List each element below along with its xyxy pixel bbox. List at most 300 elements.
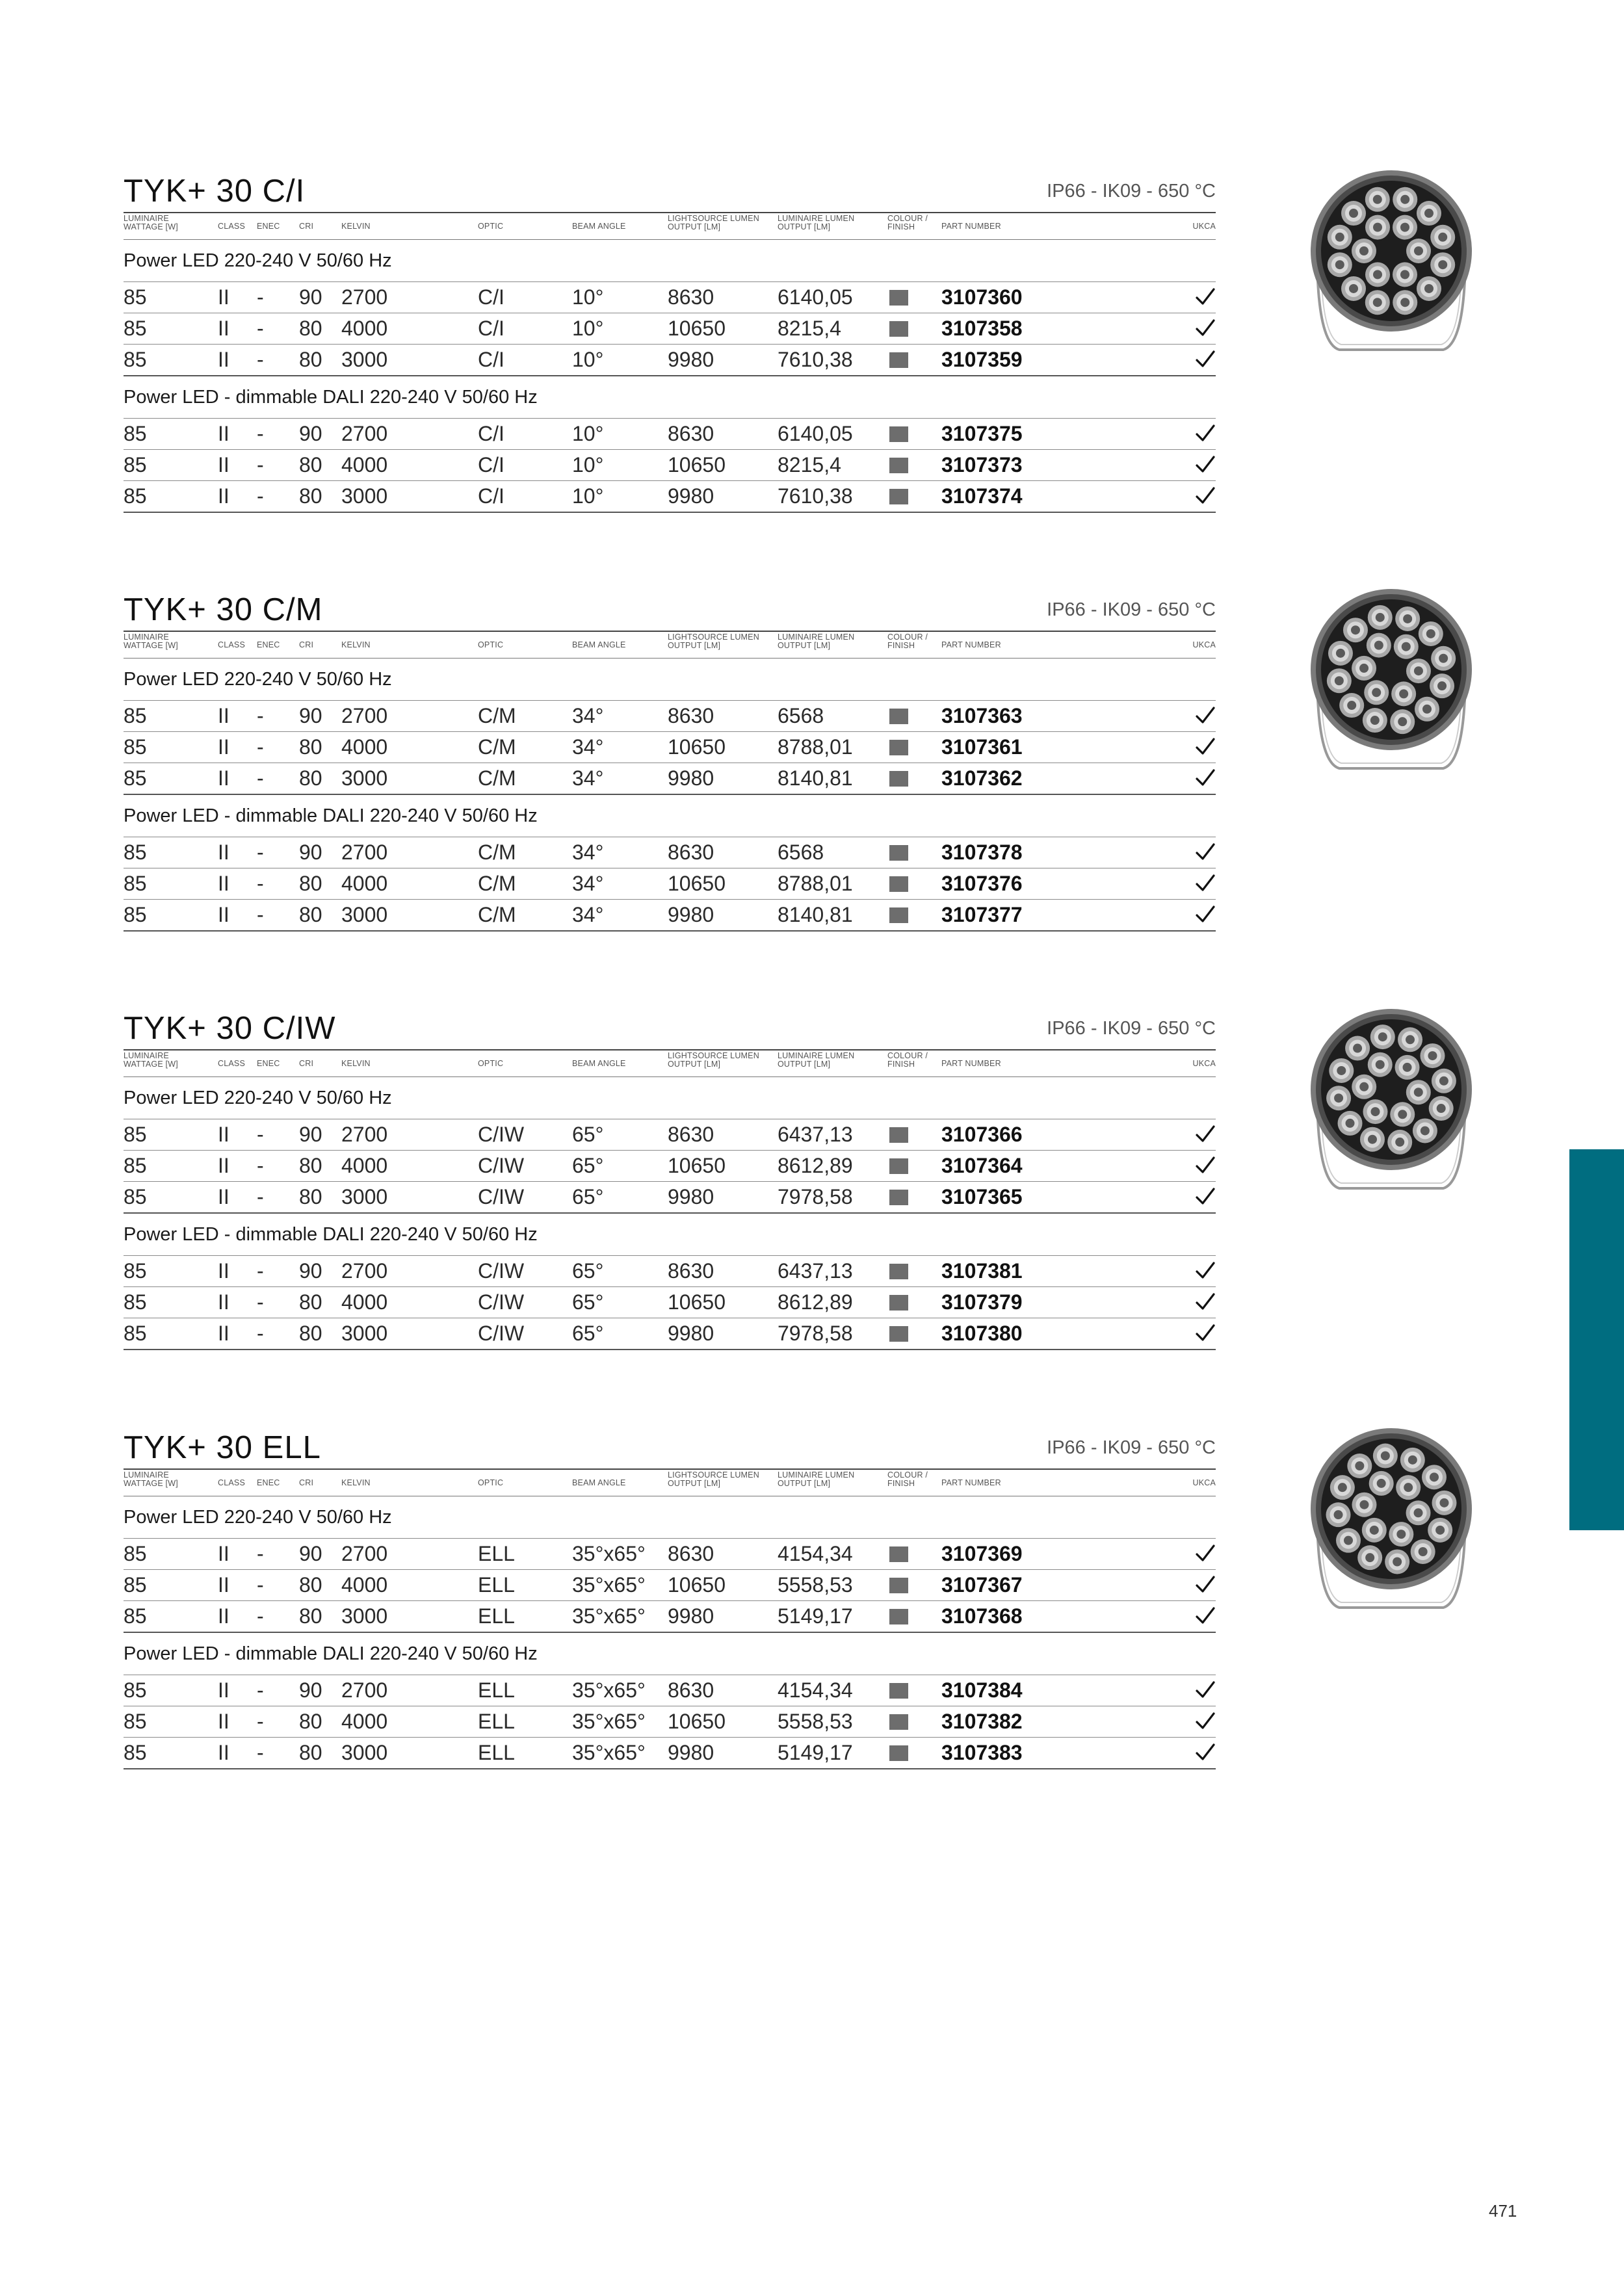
cell-ls-lumen: 9980 xyxy=(668,484,714,508)
cell-ls-lumen: 10650 xyxy=(668,872,726,895)
cell-cri: 80 xyxy=(299,1154,322,1177)
cell-kelvin: 2700 xyxy=(341,1542,388,1565)
cell-wattage: 85 xyxy=(124,766,147,790)
cell-class: II xyxy=(218,453,229,476)
cell-beam: 34° xyxy=(572,872,604,895)
cell-enec: - xyxy=(257,1154,264,1177)
column-header: KELVIN xyxy=(341,1059,371,1068)
cell-class: II xyxy=(218,1154,229,1177)
cell-optic: C/I xyxy=(478,453,504,476)
colour-finish-swatch xyxy=(889,771,908,787)
cell-beam: 35°x65° xyxy=(572,1573,646,1597)
colour-finish-swatch xyxy=(889,1745,908,1761)
cell-lum-lumen: 7978,58 xyxy=(778,1185,853,1208)
cell-lum-lumen: 8140,81 xyxy=(778,766,853,790)
cell-enec: - xyxy=(257,1185,264,1208)
product-lamp-image xyxy=(1300,586,1482,781)
column-header: BEAM ANGLE xyxy=(572,640,626,649)
column-header: OPTIC xyxy=(478,1478,504,1487)
cell-ls-lumen: 10650 xyxy=(668,735,726,759)
cell-lum-lumen: 7610,38 xyxy=(778,348,853,371)
column-header: UKCA xyxy=(1192,1059,1216,1068)
part-number: 3107368 xyxy=(941,1604,1023,1628)
cell-ls-lumen: 9980 xyxy=(668,1185,714,1208)
cell-cri: 90 xyxy=(299,1542,322,1565)
cell-beam: 35°x65° xyxy=(572,1604,646,1628)
cell-enec: - xyxy=(257,484,264,508)
cell-optic: C/IW xyxy=(478,1185,525,1208)
part-number: 3107381 xyxy=(941,1259,1023,1283)
cell-lum-lumen: 8215,4 xyxy=(778,453,841,476)
colour-finish-swatch xyxy=(889,321,908,337)
column-header: LUMINAIRE WATTAGE [W] xyxy=(124,1051,178,1069)
colour-finish-swatch xyxy=(889,1158,908,1174)
ukca-check-icon xyxy=(1195,1322,1216,1343)
cell-ls-lumen: 8630 xyxy=(668,704,714,727)
part-number: 3107365 xyxy=(941,1185,1023,1208)
cell-beam: 10° xyxy=(572,285,604,309)
cell-optic: C/M xyxy=(478,872,516,895)
cell-ls-lumen: 8630 xyxy=(668,1542,714,1565)
cell-class: II xyxy=(218,1542,229,1565)
cell-beam: 10° xyxy=(572,348,604,371)
group-title: Power LED - dimmable DALI 220-240 V 50/60 Hz xyxy=(124,1643,538,1664)
cell-kelvin: 4000 xyxy=(341,453,388,476)
colour-finish-swatch xyxy=(889,1190,908,1205)
column-header: CLASS xyxy=(218,1478,245,1487)
cell-enec: - xyxy=(257,1259,264,1283)
cell-kelvin: 4000 xyxy=(341,872,388,895)
cell-class: II xyxy=(218,484,229,508)
section-rating: IP66 - IK09 - 650 °C xyxy=(1047,1018,1216,1039)
cell-cri: 80 xyxy=(299,453,322,476)
cell-ls-lumen: 9980 xyxy=(668,1322,714,1345)
table-header-row xyxy=(124,1049,1216,1077)
cell-beam: 35°x65° xyxy=(572,1710,646,1733)
cell-cri: 80 xyxy=(299,1604,322,1628)
part-number: 3107376 xyxy=(941,872,1023,895)
cell-optic: C/I xyxy=(478,317,504,340)
ukca-check-icon xyxy=(1195,705,1216,725)
cell-optic: C/M xyxy=(478,903,516,926)
group-title: Power LED - dimmable DALI 220-240 V 50/60 Hz xyxy=(124,1224,538,1245)
group-title: Power LED - dimmable DALI 220-240 V 50/60 Hz xyxy=(124,387,538,408)
column-header: KELVIN xyxy=(341,640,371,649)
column-header: BEAM ANGLE xyxy=(572,1059,626,1068)
cell-enec: - xyxy=(257,704,264,727)
table-header-row xyxy=(124,631,1216,659)
column-header: KELVIN xyxy=(341,222,371,231)
ukca-check-icon xyxy=(1195,872,1216,893)
cell-cri: 80 xyxy=(299,735,322,759)
cell-ls-lumen: 9980 xyxy=(668,1741,714,1764)
cell-kelvin: 3000 xyxy=(341,766,388,790)
cell-enec: - xyxy=(257,1741,264,1764)
cell-enec: - xyxy=(257,841,264,864)
cell-cri: 80 xyxy=(299,1573,322,1597)
cell-lum-lumen: 6568 xyxy=(778,841,824,864)
ukca-check-icon xyxy=(1195,1742,1216,1762)
column-header: COLOUR / FINISH xyxy=(887,633,928,650)
cell-optic: C/IW xyxy=(478,1123,525,1146)
table-row xyxy=(124,418,1216,449)
column-header: CRI xyxy=(299,640,314,649)
cell-class: II xyxy=(218,348,229,371)
chapter-side-tab xyxy=(1569,1149,1624,1530)
part-number: 3107382 xyxy=(941,1710,1023,1733)
cell-wattage: 85 xyxy=(124,422,147,445)
cell-kelvin: 3000 xyxy=(341,1185,388,1208)
cell-wattage: 85 xyxy=(124,1322,147,1345)
column-header: LUMINAIRE WATTAGE [W] xyxy=(124,1470,178,1488)
cell-optic: C/I xyxy=(478,422,504,445)
cell-ls-lumen: 8630 xyxy=(668,1259,714,1283)
ukca-check-icon xyxy=(1195,317,1216,338)
cell-optic: C/IW xyxy=(478,1322,525,1345)
part-number: 3107359 xyxy=(941,348,1023,371)
cell-lum-lumen: 8140,81 xyxy=(778,903,853,926)
cell-ls-lumen: 8630 xyxy=(668,841,714,864)
cell-beam: 65° xyxy=(572,1154,604,1177)
cell-wattage: 85 xyxy=(124,704,147,727)
cell-class: II xyxy=(218,1741,229,1764)
column-header: LUMINAIRE LUMEN OUTPUT [LM] xyxy=(778,1470,855,1488)
cell-ls-lumen: 10650 xyxy=(668,453,726,476)
part-number: 3107360 xyxy=(941,285,1023,309)
cell-cri: 80 xyxy=(299,766,322,790)
column-header: LIGHTSOURCE LUMEN OUTPUT [LM] xyxy=(668,214,759,231)
section-header xyxy=(124,170,1216,212)
cell-kelvin: 3000 xyxy=(341,484,388,508)
cell-cri: 80 xyxy=(299,1322,322,1345)
column-header: BEAM ANGLE xyxy=(572,1478,626,1487)
cell-optic: ELL xyxy=(478,1741,515,1764)
ukca-check-icon xyxy=(1195,485,1216,506)
part-number: 3107374 xyxy=(941,484,1023,508)
part-number: 3107361 xyxy=(941,735,1023,759)
cell-optic: C/I xyxy=(478,348,504,371)
cell-beam: 10° xyxy=(572,453,604,476)
cell-enec: - xyxy=(257,1542,264,1565)
cell-beam: 10° xyxy=(572,422,604,445)
column-header: COLOUR / FINISH xyxy=(887,1051,928,1069)
cell-optic: ELL xyxy=(478,1573,515,1597)
ukca-check-icon xyxy=(1195,454,1216,475)
part-number: 3107384 xyxy=(941,1678,1023,1702)
part-number: 3107373 xyxy=(941,453,1023,476)
cell-lum-lumen: 7978,58 xyxy=(778,1322,853,1345)
ukca-check-icon xyxy=(1195,841,1216,862)
cell-cri: 80 xyxy=(299,903,322,926)
part-number: 3107380 xyxy=(941,1322,1023,1345)
cell-beam: 34° xyxy=(572,704,604,727)
cell-wattage: 85 xyxy=(124,903,147,926)
cell-beam: 34° xyxy=(572,766,604,790)
cell-class: II xyxy=(218,1678,229,1702)
table-row xyxy=(124,1286,1216,1318)
column-header: UKCA xyxy=(1192,640,1216,649)
ukca-check-icon xyxy=(1195,1155,1216,1175)
cell-kelvin: 2700 xyxy=(341,285,388,309)
cell-class: II xyxy=(218,1322,229,1345)
cell-wattage: 85 xyxy=(124,1710,147,1733)
cell-kelvin: 3000 xyxy=(341,348,388,371)
ukca-check-icon xyxy=(1195,1291,1216,1312)
table-row xyxy=(124,731,1216,763)
cell-cri: 80 xyxy=(299,1710,322,1733)
cell-optic: ELL xyxy=(478,1678,515,1702)
cell-wattage: 85 xyxy=(124,1123,147,1146)
cell-kelvin: 4000 xyxy=(341,1154,388,1177)
product-section xyxy=(124,1427,1216,1769)
group-title: Power LED 220-240 V 50/60 Hz xyxy=(124,250,392,271)
cell-ls-lumen: 10650 xyxy=(668,1710,726,1733)
cell-class: II xyxy=(218,1573,229,1597)
ukca-check-icon xyxy=(1195,1260,1216,1281)
section-header xyxy=(124,1008,1216,1049)
table-row xyxy=(124,700,1216,731)
part-number: 3107367 xyxy=(941,1573,1023,1597)
colour-finish-swatch xyxy=(889,845,908,861)
column-header: CRI xyxy=(299,222,314,231)
cell-lum-lumen: 5149,17 xyxy=(778,1604,853,1628)
cell-enec: - xyxy=(257,317,264,340)
cell-lum-lumen: 8788,01 xyxy=(778,872,853,895)
table-row xyxy=(124,1737,1216,1769)
cell-cri: 80 xyxy=(299,348,322,371)
cell-lum-lumen: 5558,53 xyxy=(778,1710,853,1733)
cell-lum-lumen: 8612,89 xyxy=(778,1290,853,1314)
cell-class: II xyxy=(218,903,229,926)
cell-enec: - xyxy=(257,1678,264,1702)
ukca-check-icon xyxy=(1195,1605,1216,1626)
cell-wattage: 85 xyxy=(124,1542,147,1565)
cell-class: II xyxy=(218,285,229,309)
cell-kelvin: 4000 xyxy=(341,1573,388,1597)
cell-enec: - xyxy=(257,453,264,476)
cell-ls-lumen: 10650 xyxy=(668,1290,726,1314)
table-row xyxy=(124,1318,1216,1350)
section-header xyxy=(124,1427,1216,1468)
ukca-check-icon xyxy=(1195,736,1216,757)
cell-enec: - xyxy=(257,872,264,895)
cell-lum-lumen: 6140,05 xyxy=(778,285,853,309)
table-row xyxy=(124,763,1216,795)
cell-ls-lumen: 10650 xyxy=(668,317,726,340)
cell-cri: 80 xyxy=(299,1290,322,1314)
colour-finish-swatch xyxy=(889,1714,908,1730)
column-header: ENEC xyxy=(257,1059,280,1068)
cell-kelvin: 2700 xyxy=(341,1259,388,1283)
page-number: 471 xyxy=(1489,2201,1517,2221)
cell-lum-lumen: 6437,13 xyxy=(778,1259,853,1283)
colour-finish-swatch xyxy=(889,458,908,473)
cell-lum-lumen: 5558,53 xyxy=(778,1573,853,1597)
cell-wattage: 85 xyxy=(124,735,147,759)
cell-optic: C/IW xyxy=(478,1154,525,1177)
cell-enec: - xyxy=(257,1710,264,1733)
cell-kelvin: 3000 xyxy=(341,1741,388,1764)
table-row xyxy=(124,868,1216,899)
table-header-row xyxy=(124,1468,1216,1496)
column-header: PART NUMBER xyxy=(941,222,1001,231)
cell-ls-lumen: 9980 xyxy=(668,766,714,790)
column-header: OPTIC xyxy=(478,640,504,649)
product-section xyxy=(124,1008,1216,1350)
cell-wattage: 85 xyxy=(124,1185,147,1208)
cell-beam: 34° xyxy=(572,841,604,864)
ukca-check-icon xyxy=(1195,1186,1216,1207)
column-header: LUMINAIRE LUMEN OUTPUT [LM] xyxy=(778,214,855,231)
cell-enec: - xyxy=(257,422,264,445)
table-row xyxy=(124,1706,1216,1737)
cell-cri: 80 xyxy=(299,872,322,895)
colour-finish-swatch xyxy=(889,1127,908,1143)
cell-kelvin: 4000 xyxy=(341,735,388,759)
cell-cri: 90 xyxy=(299,1678,322,1702)
cell-lum-lumen: 4154,34 xyxy=(778,1678,853,1702)
table-row xyxy=(124,1150,1216,1181)
cell-ls-lumen: 10650 xyxy=(668,1154,726,1177)
cell-wattage: 85 xyxy=(124,453,147,476)
product-lamp-image xyxy=(1300,1426,1482,1621)
group-title: Power LED 220-240 V 50/60 Hz xyxy=(124,669,392,690)
cell-beam: 65° xyxy=(572,1322,604,1345)
cell-class: II xyxy=(218,1185,229,1208)
cell-kelvin: 4000 xyxy=(341,1710,388,1733)
cell-enec: - xyxy=(257,903,264,926)
column-header: OPTIC xyxy=(478,222,504,231)
part-number: 3107366 xyxy=(941,1123,1023,1146)
table-row xyxy=(124,449,1216,480)
section-title: TYK+ 30 C/M xyxy=(124,592,323,627)
cell-beam: 34° xyxy=(572,903,604,926)
ukca-check-icon xyxy=(1195,1679,1216,1700)
part-number: 3107362 xyxy=(941,766,1023,790)
table-row xyxy=(124,1538,1216,1569)
colour-finish-swatch xyxy=(889,290,908,306)
colour-finish-swatch xyxy=(889,1683,908,1699)
cell-enec: - xyxy=(257,1604,264,1628)
column-header: CRI xyxy=(299,1059,314,1068)
cell-cri: 90 xyxy=(299,422,322,445)
cell-optic: C/M xyxy=(478,841,516,864)
section-title: TYK+ 30 ELL xyxy=(124,1430,321,1465)
column-header: LUMINAIRE LUMEN OUTPUT [LM] xyxy=(778,633,855,650)
table-row xyxy=(124,1600,1216,1633)
colour-finish-swatch xyxy=(889,740,908,755)
section-rating: IP66 - IK09 - 650 °C xyxy=(1047,181,1216,202)
column-header: CLASS xyxy=(218,1059,245,1068)
column-header: PART NUMBER xyxy=(941,1478,1001,1487)
cell-beam: 65° xyxy=(572,1185,604,1208)
cell-kelvin: 2700 xyxy=(341,841,388,864)
group-title: Power LED - dimmable DALI 220-240 V 50/60 Hz xyxy=(124,805,538,826)
colour-finish-swatch xyxy=(889,709,908,724)
cell-optic: C/M xyxy=(478,704,516,727)
cell-enec: - xyxy=(257,766,264,790)
cell-lum-lumen: 7610,38 xyxy=(778,484,853,508)
section-rating: IP66 - IK09 - 650 °C xyxy=(1047,1437,1216,1458)
part-number: 3107378 xyxy=(941,841,1023,864)
cell-kelvin: 2700 xyxy=(341,1678,388,1702)
cell-enec: - xyxy=(257,1290,264,1314)
cell-kelvin: 2700 xyxy=(341,1123,388,1146)
column-header: COLOUR / FINISH xyxy=(887,1470,928,1488)
column-header: ENEC xyxy=(257,640,280,649)
ukca-check-icon xyxy=(1195,286,1216,307)
cell-kelvin: 2700 xyxy=(341,422,388,445)
column-header: OPTIC xyxy=(478,1059,504,1068)
cell-cri: 90 xyxy=(299,285,322,309)
column-header: PART NUMBER xyxy=(941,640,1001,649)
cell-beam: 65° xyxy=(572,1123,604,1146)
group-title: Power LED 220-240 V 50/60 Hz xyxy=(124,1507,392,1528)
cell-class: II xyxy=(218,735,229,759)
column-header: LIGHTSOURCE LUMEN OUTPUT [LM] xyxy=(668,633,759,650)
cell-wattage: 85 xyxy=(124,872,147,895)
cell-kelvin: 4000 xyxy=(341,1290,388,1314)
cell-wattage: 85 xyxy=(124,348,147,371)
cell-ls-lumen: 9980 xyxy=(668,348,714,371)
column-header: LIGHTSOURCE LUMEN OUTPUT [LM] xyxy=(668,1470,759,1488)
cell-ls-lumen: 8630 xyxy=(668,1678,714,1702)
cell-class: II xyxy=(218,422,229,445)
cell-lum-lumen: 5149,17 xyxy=(778,1741,853,1764)
cell-wattage: 85 xyxy=(124,841,147,864)
column-header: UKCA xyxy=(1192,222,1216,231)
column-header: KELVIN xyxy=(341,1478,371,1487)
colour-finish-swatch xyxy=(889,1578,908,1593)
cell-class: II xyxy=(218,1290,229,1314)
part-number: 3107364 xyxy=(941,1154,1023,1177)
cell-optic: C/M xyxy=(478,766,516,790)
part-number: 3107377 xyxy=(941,903,1023,926)
section-title: TYK+ 30 C/I xyxy=(124,174,306,209)
cell-class: II xyxy=(218,1259,229,1283)
ukca-check-icon xyxy=(1195,423,1216,443)
column-header: BEAM ANGLE xyxy=(572,222,626,231)
table-row xyxy=(124,837,1216,868)
cell-enec: - xyxy=(257,1322,264,1345)
cell-enec: - xyxy=(257,1573,264,1597)
cell-enec: - xyxy=(257,285,264,309)
cell-kelvin: 3000 xyxy=(341,1604,388,1628)
part-number: 3107363 xyxy=(941,704,1023,727)
cell-optic: C/I xyxy=(478,484,504,508)
cell-kelvin: 4000 xyxy=(341,317,388,340)
cell-ls-lumen: 9980 xyxy=(668,903,714,926)
cell-beam: 34° xyxy=(572,735,604,759)
table-row xyxy=(124,1675,1216,1706)
cell-optic: ELL xyxy=(478,1710,515,1733)
ukca-check-icon xyxy=(1195,767,1216,788)
column-header: PART NUMBER xyxy=(941,1059,1001,1068)
ukca-check-icon xyxy=(1195,1543,1216,1563)
table-row xyxy=(124,480,1216,513)
column-header: LUMINAIRE WATTAGE [W] xyxy=(124,633,178,650)
cell-class: II xyxy=(218,1710,229,1733)
ukca-check-icon xyxy=(1195,1710,1216,1731)
cell-optic: C/IW xyxy=(478,1259,525,1283)
cell-ls-lumen: 8630 xyxy=(668,1123,714,1146)
part-number: 3107379 xyxy=(941,1290,1023,1314)
colour-finish-swatch xyxy=(889,907,908,923)
colour-finish-swatch xyxy=(889,1609,908,1624)
colour-finish-swatch xyxy=(889,426,908,442)
cell-kelvin: 2700 xyxy=(341,704,388,727)
cell-lum-lumen: 8215,4 xyxy=(778,317,841,340)
